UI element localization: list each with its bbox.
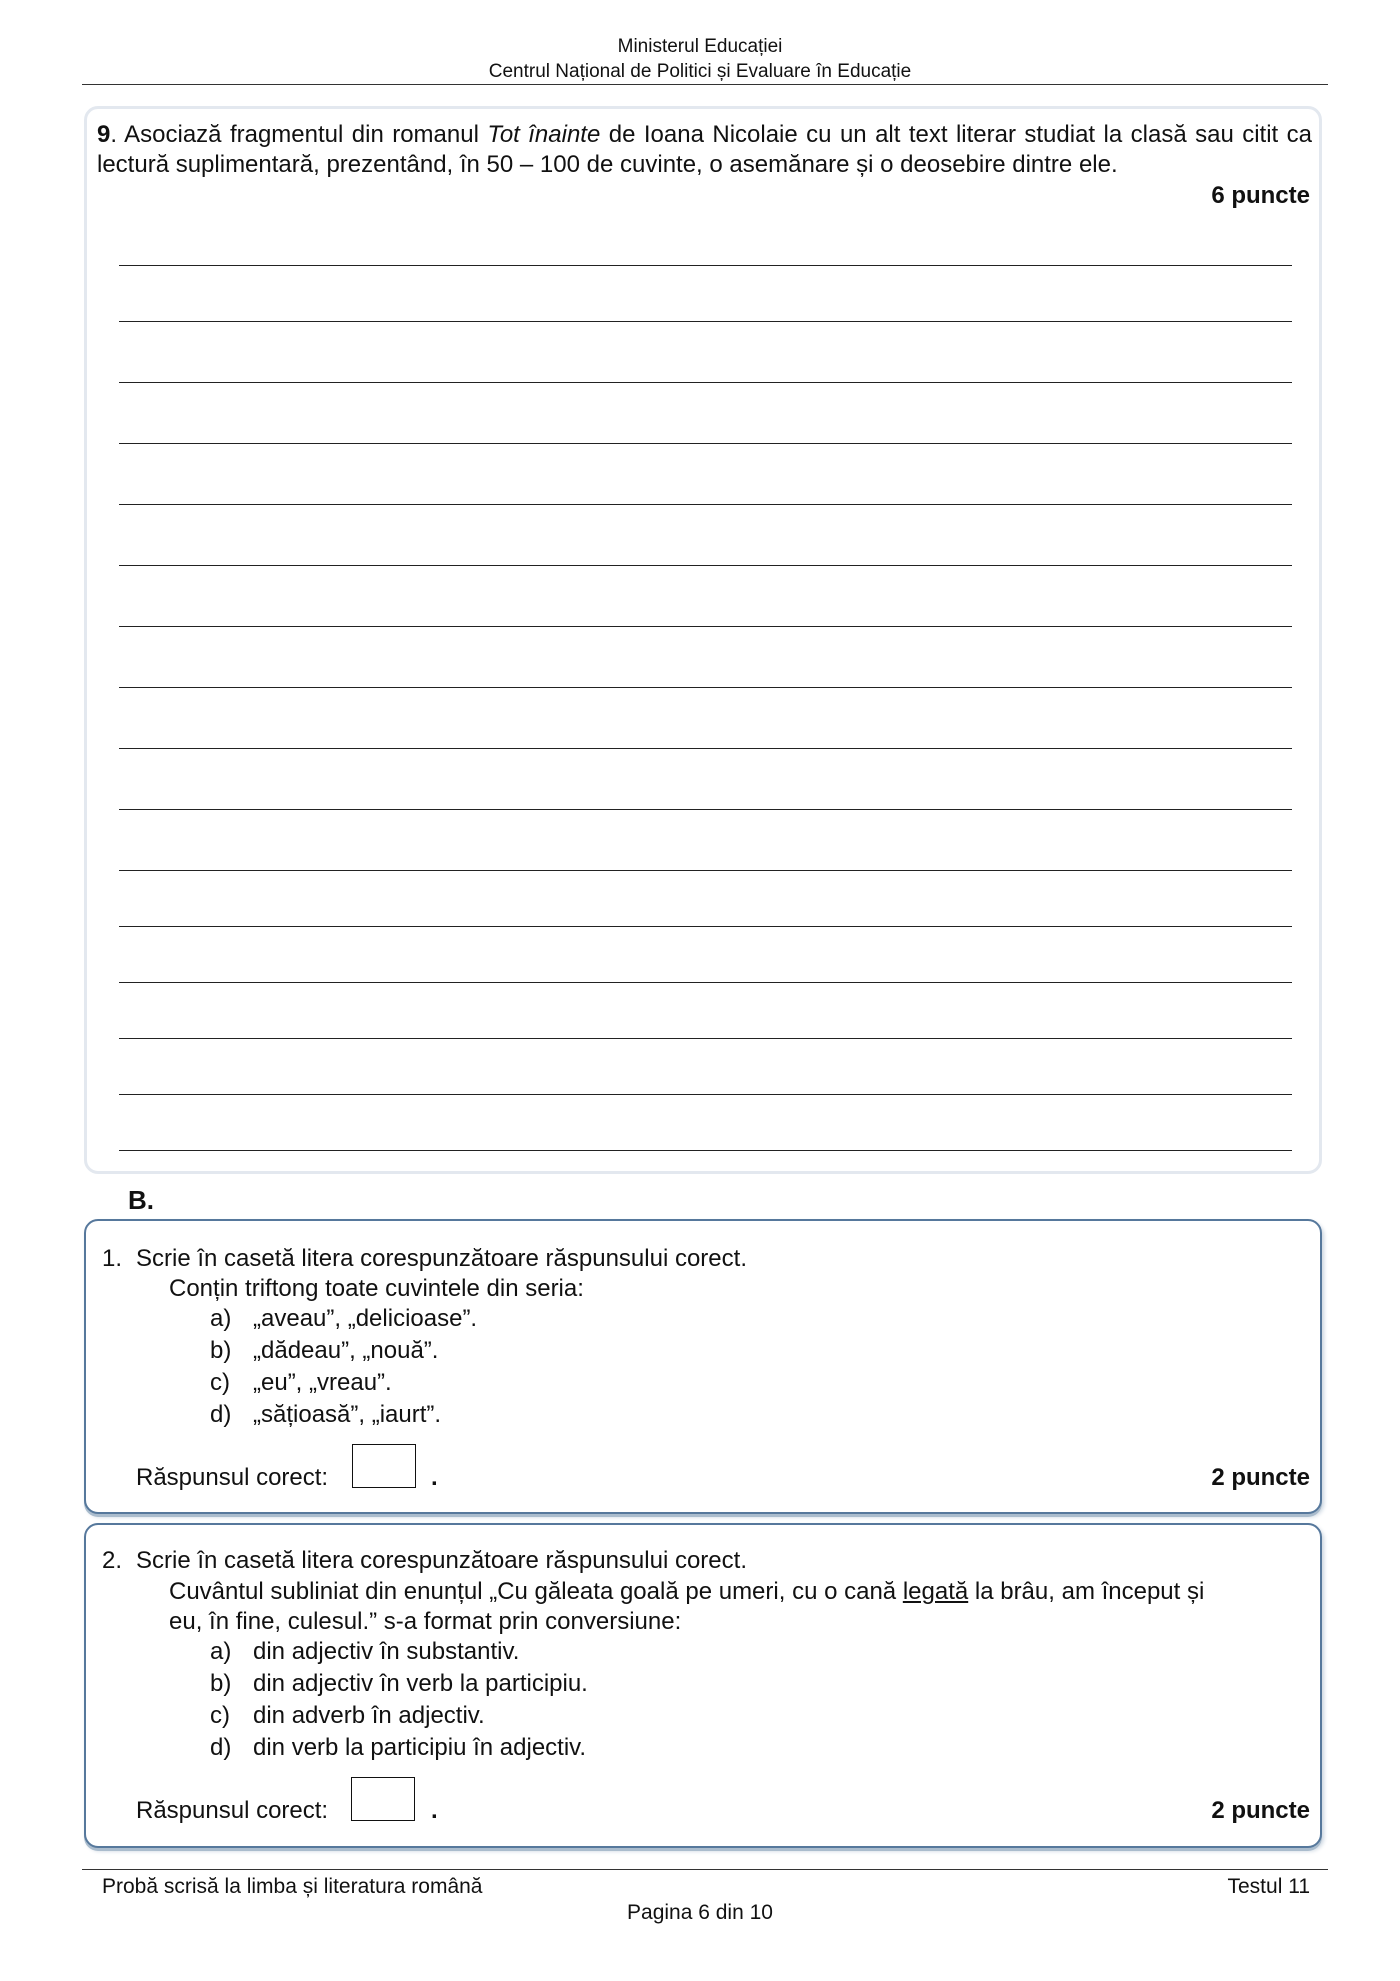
- question-b1-number: 1.: [102, 1245, 123, 1272]
- question-b2-answer-box[interactable]: [351, 1777, 415, 1821]
- option-text: „sățioasă”, „iaurt”.: [253, 1401, 442, 1428]
- section-b-label: B.: [128, 1185, 154, 1215]
- question-b2-answer-label: Răspunsul corect:: [136, 1797, 329, 1824]
- ministry-name: Ministerul Educației: [617, 36, 783, 57]
- option-text: „dădeau”, „nouă”.: [253, 1337, 439, 1364]
- answer-line[interactable]: [119, 321, 1292, 322]
- question-b1-answer-label: Răspunsul corect:: [136, 1464, 329, 1491]
- center-name: Centrul Național de Politici și Evaluare în Educație: [488, 61, 912, 82]
- answer-line[interactable]: [119, 748, 1292, 749]
- option-letter: d): [210, 1401, 232, 1428]
- answer-line[interactable]: [119, 504, 1292, 505]
- answer-line[interactable]: [119, 687, 1292, 688]
- question-9-text-before: . Asociază fragmentul din romanul: [110, 121, 488, 148]
- question-b1-points: 2 puncte: [1211, 1464, 1310, 1491]
- question-b2-stem-after: la brâu, am început și: [968, 1578, 1205, 1605]
- option-text: „aveau”, „delicioase”.: [253, 1305, 478, 1332]
- question-9-points: 6 puncte: [1211, 182, 1310, 209]
- question-9-number: 9: [97, 121, 111, 148]
- answer-line[interactable]: [119, 443, 1292, 444]
- question-b1-answer-box[interactable]: [352, 1444, 416, 1488]
- footer-exam-name: Probă scrisă la limba și literatura română: [102, 1875, 483, 1898]
- option-text: din adjectiv în verb la participiu.: [253, 1670, 588, 1697]
- question-b2-stem-line1: [169, 1577, 1204, 1607]
- question-b2-points: 2 puncte: [1211, 1797, 1310, 1824]
- answer-line[interactable]: [119, 1038, 1292, 1039]
- option-text: din adverb în adjectiv.: [253, 1702, 485, 1729]
- question-b2-number: 2.: [102, 1547, 123, 1574]
- question-b1-stem: Conțin triftong toate cuvintele din seria:: [169, 1275, 584, 1302]
- answer-line[interactable]: [119, 1094, 1292, 1095]
- option-letter: c): [210, 1702, 230, 1729]
- question-9-text-after: de Ioana Nicolaie cu un alt text literar studiat la clasă sau citit ca lectură suplimentară, prezentând, în 50 – 100 de cuvinte, o asemănare și o deosebire dintre ele.: [97, 121, 1312, 178]
- option-letter: b): [210, 1670, 232, 1697]
- option-letter: a): [210, 1305, 232, 1332]
- footer-test-number: Testul 11: [1227, 1875, 1310, 1898]
- footer-rule: [82, 1869, 1328, 1870]
- option-letter: d): [210, 1734, 232, 1761]
- question-b2-instruction: Scrie în casetă litera corespunzătoare răspunsului corect.: [136, 1547, 747, 1574]
- option-text: „eu”, „vreau”.: [253, 1369, 392, 1396]
- option-letter: b): [210, 1337, 232, 1364]
- answer-line[interactable]: [119, 982, 1292, 983]
- answer-line[interactable]: [119, 809, 1292, 810]
- question-b2-dot: .: [431, 1797, 438, 1824]
- answer-line[interactable]: [119, 926, 1292, 927]
- answer-line[interactable]: [119, 565, 1292, 566]
- option-text: din adjectiv în substantiv.: [253, 1638, 520, 1665]
- question-b1-dot: .: [431, 1464, 438, 1491]
- option-letter: c): [210, 1369, 230, 1396]
- answer-line[interactable]: [119, 626, 1292, 627]
- question-b2-stem-before: Cuvântul subliniat din enunțul „Cu găleata goală pe umeri, cu o cană: [169, 1578, 903, 1605]
- footer-page-number: Pagina 6 din 10: [627, 1901, 773, 1924]
- option-text: din verb la participiu în adjectiv.: [253, 1734, 587, 1761]
- answer-line[interactable]: [119, 265, 1292, 266]
- question-b1-instruction: Scrie în casetă litera corespunzătoare răspunsului corect.: [136, 1245, 747, 1272]
- option-letter: a): [210, 1638, 232, 1665]
- answer-line[interactable]: [119, 1150, 1292, 1151]
- answer-line[interactable]: [119, 870, 1292, 871]
- underlined-word: legată: [902, 1578, 969, 1605]
- answer-line[interactable]: [119, 382, 1292, 383]
- question-b2-stem-line2: eu, în fine, culesul.” s-a format prin conversiune:: [169, 1608, 682, 1635]
- novel-title: Tot înainte: [487, 121, 601, 148]
